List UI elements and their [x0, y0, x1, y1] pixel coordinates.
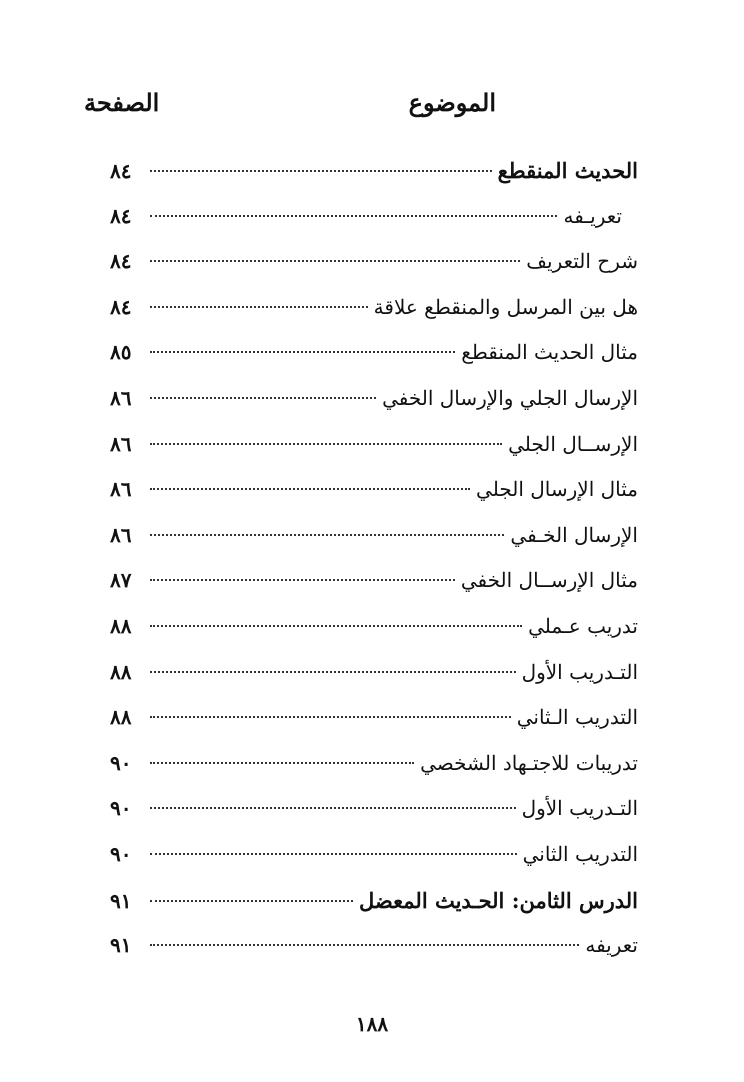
- toc-entry-title: تدريبات للاجتـهاد الشخصي: [420, 750, 638, 775]
- toc-entry: [110, 558, 638, 604]
- toc-entry-page: ٨٤: [110, 159, 132, 183]
- toc-header: [84, 88, 644, 128]
- toc-entry: [110, 330, 638, 376]
- dot-leader: [150, 534, 504, 536]
- toc-entry-page: ٩٠: [110, 841, 132, 866]
- toc-entry: [110, 376, 638, 422]
- dot-leader: [150, 443, 502, 445]
- toc-entry: [110, 923, 638, 969]
- toc-entry: [110, 786, 638, 832]
- toc-entry-page: ٨٥: [110, 340, 132, 365]
- toc-entry-title: مثال الإرســال الخفي: [460, 568, 638, 593]
- toc-entry-title: تعريفه: [585, 933, 638, 958]
- toc-entry: [110, 741, 638, 787]
- dot-leader: [150, 488, 470, 490]
- page-number: ١٨٨: [355, 1012, 389, 1036]
- dot-leader: [150, 579, 455, 581]
- toc-entry: [110, 604, 638, 650]
- toc-entry: [110, 285, 638, 331]
- dot-leader: [150, 944, 579, 946]
- toc-entry-title: مثال الحديث المنقطع: [461, 340, 638, 365]
- toc-entry-title: تعريـفه: [563, 203, 622, 228]
- toc-entry: [110, 832, 638, 878]
- toc-entry-title: مثال الإرسال الجلي: [476, 477, 638, 502]
- toc-entry: [110, 467, 638, 513]
- table-of-contents: [110, 148, 638, 969]
- toc-entry-page: ٩٠: [110, 796, 132, 821]
- toc-entry-title: شرح التعريف: [526, 249, 638, 274]
- toc-entry-page: ٩١: [110, 888, 132, 913]
- toc-entry-page: ٨٤: [110, 294, 132, 319]
- toc-entry-page: ٨٨: [110, 705, 132, 730]
- dot-leader: [150, 351, 455, 353]
- toc-entry-title: تدريب عـملي: [528, 613, 638, 638]
- toc-entry-page: ٨٦: [110, 477, 132, 502]
- dot-leader: [150, 170, 492, 172]
- toc-entry-page: ٨٤: [110, 203, 132, 228]
- dot-leader: [150, 853, 517, 855]
- dot-leader: [150, 625, 522, 627]
- toc-entry-title: التدريب الثاني: [522, 841, 638, 866]
- toc-entry: [110, 695, 638, 741]
- toc-entry-title: التدريب الـثاني: [516, 705, 638, 730]
- toc-entry-page: ٩١: [110, 933, 132, 958]
- toc-entry-title: التـدريب الأول: [521, 796, 638, 821]
- dot-leader: [150, 215, 557, 217]
- dot-leader: [150, 260, 520, 262]
- toc-entry: [110, 422, 638, 468]
- toc-entry: [110, 239, 638, 285]
- dot-leader: [150, 762, 414, 764]
- dot-leader: [150, 306, 368, 308]
- toc-entry-page: ٩٠: [110, 750, 132, 775]
- toc-entry-page: ٨٤: [110, 249, 132, 274]
- toc-entry-title: الإرســال الجلي: [508, 431, 638, 456]
- toc-entry-page: ٨٧: [110, 568, 132, 593]
- toc-entry-page: ٨٦: [110, 431, 132, 456]
- dot-leader: [150, 397, 376, 399]
- toc-entry-page: ٨٦: [110, 385, 132, 410]
- toc-entry-title: الإرسال الجلي والإرسال الخفي: [382, 385, 638, 410]
- toc-entry: [110, 878, 638, 924]
- dot-leader: [150, 671, 516, 673]
- toc-entry-title: هل بين المرسل والمنقطع علاقة: [373, 294, 638, 319]
- dot-leader: [150, 900, 353, 902]
- dot-leader: [150, 807, 516, 809]
- toc-entry: [110, 513, 638, 559]
- toc-entry-title: الإرسال الخـفي: [510, 522, 638, 547]
- toc-entry-page: ٨٨: [110, 613, 132, 638]
- toc-entry: [110, 148, 638, 194]
- toc-entry-title: التـدريب الأول: [521, 659, 638, 684]
- toc-entry-page: ٨٦: [110, 522, 132, 547]
- toc-entry-title: الدرس الثامن: الحـديث المعضل: [359, 887, 638, 913]
- page-column-heading: الصفحة: [84, 88, 160, 117]
- dot-leader: [150, 716, 511, 718]
- toc-entry: [110, 194, 638, 240]
- toc-entry: [110, 650, 638, 696]
- toc-entry-title: الحديث المنقطع: [497, 158, 638, 183]
- toc-entry-page: ٨٨: [110, 659, 132, 684]
- topic-column-heading: الموضوع: [408, 88, 496, 117]
